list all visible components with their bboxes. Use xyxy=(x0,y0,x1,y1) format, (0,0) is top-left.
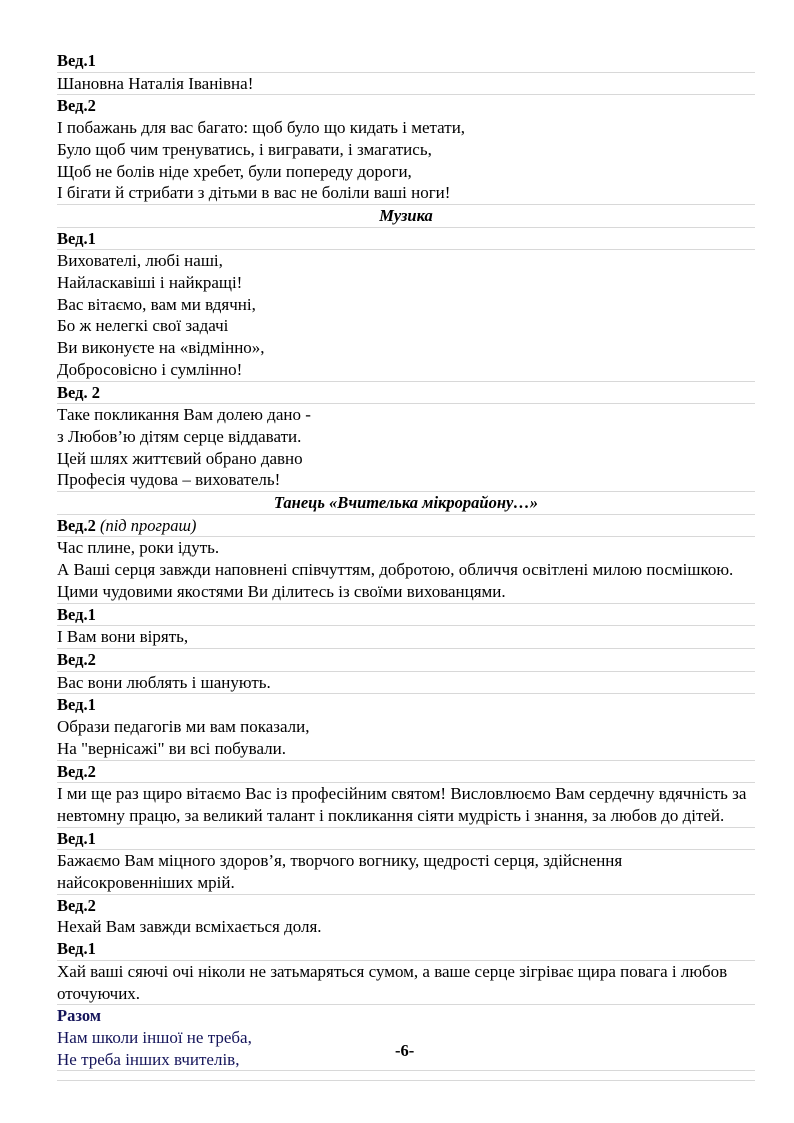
speech-block xyxy=(57,716,755,760)
speaker-label: Вед.1 xyxy=(57,228,755,251)
text-line: Вас вони люблять і шанують. xyxy=(57,672,271,692)
text-line: Найласкавіші і найкращі! xyxy=(57,273,243,293)
text-line: Цей шлях життєвий обрано давно xyxy=(57,448,303,468)
text-line: І Вам вони вірять, xyxy=(57,627,189,647)
text-paragraph: Бажаємо Вам міцного здоров’я, творчого вогнику, щедрості серця, здійснення найсокровенніших мрій. xyxy=(57,851,623,893)
stage-direction: Музика xyxy=(57,205,755,228)
text-line: Таке покликання Вам долею дано - xyxy=(57,405,311,425)
text-line: Добросовісно і сумлінно! xyxy=(57,359,243,379)
speech-block xyxy=(57,117,755,205)
speech-block xyxy=(57,250,755,381)
speech-block xyxy=(57,961,755,1005)
text-line: Ви виконуєте на «відмінно», xyxy=(57,338,265,358)
speech-block xyxy=(57,916,755,938)
speech-block xyxy=(57,404,755,492)
speaker-label: Вед.1 xyxy=(57,828,755,851)
text-line: Було щоб чим тренуватись, і вигравати, і змагатись, xyxy=(57,139,432,159)
speech-block xyxy=(57,626,755,649)
speech-block xyxy=(57,537,755,603)
text-paragraph: Хай ваші сяючі очі ніколи не затьмаряться сумом, а ваше серце зігріває щира повага і любов оточуючих. xyxy=(57,961,728,1003)
text-line: Шановна Наталія Іванівна! xyxy=(57,73,254,93)
text-line: Нехай Вам завжди всміхається доля. xyxy=(57,917,322,937)
speaker-label: Вед.2 xyxy=(57,96,96,116)
text-line: Образи педагогів ми вам показали, xyxy=(57,717,310,737)
stage-direction: Танець «Вчителька мікрорайону…» xyxy=(57,492,755,515)
speaker-label: Вед. 2 xyxy=(57,382,755,405)
text-paragraph: А Ваші серця завжди наповнені співчуттям, добротою, обличчя освітлені милою посмішкою. Цими чудовими якостями Ви ділитесь із своїми вихованцями. xyxy=(57,560,734,601)
speaker-label: Вед.1 xyxy=(57,604,755,627)
page-number: -6- xyxy=(395,1041,415,1060)
speech-block xyxy=(57,783,755,827)
text-line: Вихователі, любі наші, xyxy=(57,251,223,271)
speech-block xyxy=(57,850,755,894)
text-line: Вас вітаємо, вам ми вдячні, xyxy=(57,294,256,314)
speaker-label: Разом xyxy=(57,1006,102,1026)
text-line: Не треба інших вчителів, xyxy=(57,1049,240,1069)
text-line: з Любов’ю дітям серце віддавати. xyxy=(57,426,302,446)
text-line: І бігати й стрибати з дітьми в вас не боліли ваші ноги! xyxy=(57,183,451,203)
text-paragraph: І ми ще раз щиро вітаємо Вас із професійним святом! Висловлюємо Вам сердечну вдячність за невтомну працю, за великий талант і покликання сіяти мудрість і знання, за любов до дітей. xyxy=(57,784,747,825)
text-line: Бо ж нелегкі свої задачі xyxy=(57,316,229,336)
speech-block xyxy=(57,73,755,96)
text-line: Час плине, роки ідуть. xyxy=(57,538,220,558)
speaker-label: Вед.1 xyxy=(57,938,755,961)
text-line: Щоб не болів ніде хребет, були попереду дороги, xyxy=(57,161,412,181)
speaker-label: Вед.2 xyxy=(57,649,755,672)
text-line: Професія чудова – вихователь! xyxy=(57,470,281,490)
text-line: І побажань для вас багато: щоб було що кидать і метати, xyxy=(57,118,466,138)
speech-block xyxy=(57,672,755,695)
speaker-label: Вед.2 xyxy=(57,761,755,784)
page-footer-rule xyxy=(57,1080,755,1081)
text-line: На "вернісажі" ви всі побували. xyxy=(57,738,287,758)
script-text xyxy=(57,50,755,1071)
speaker-label: Вед.1 xyxy=(57,695,96,715)
speaker-label: Вед.1 xyxy=(57,50,755,73)
speaker-label: Вед.2 xyxy=(57,895,96,915)
text-line: Нам школи іншої не треба, xyxy=(57,1027,252,1047)
speaker-note: (під програш) xyxy=(99,515,197,535)
speaker-label: Вед.2 (під програш) xyxy=(57,515,755,538)
